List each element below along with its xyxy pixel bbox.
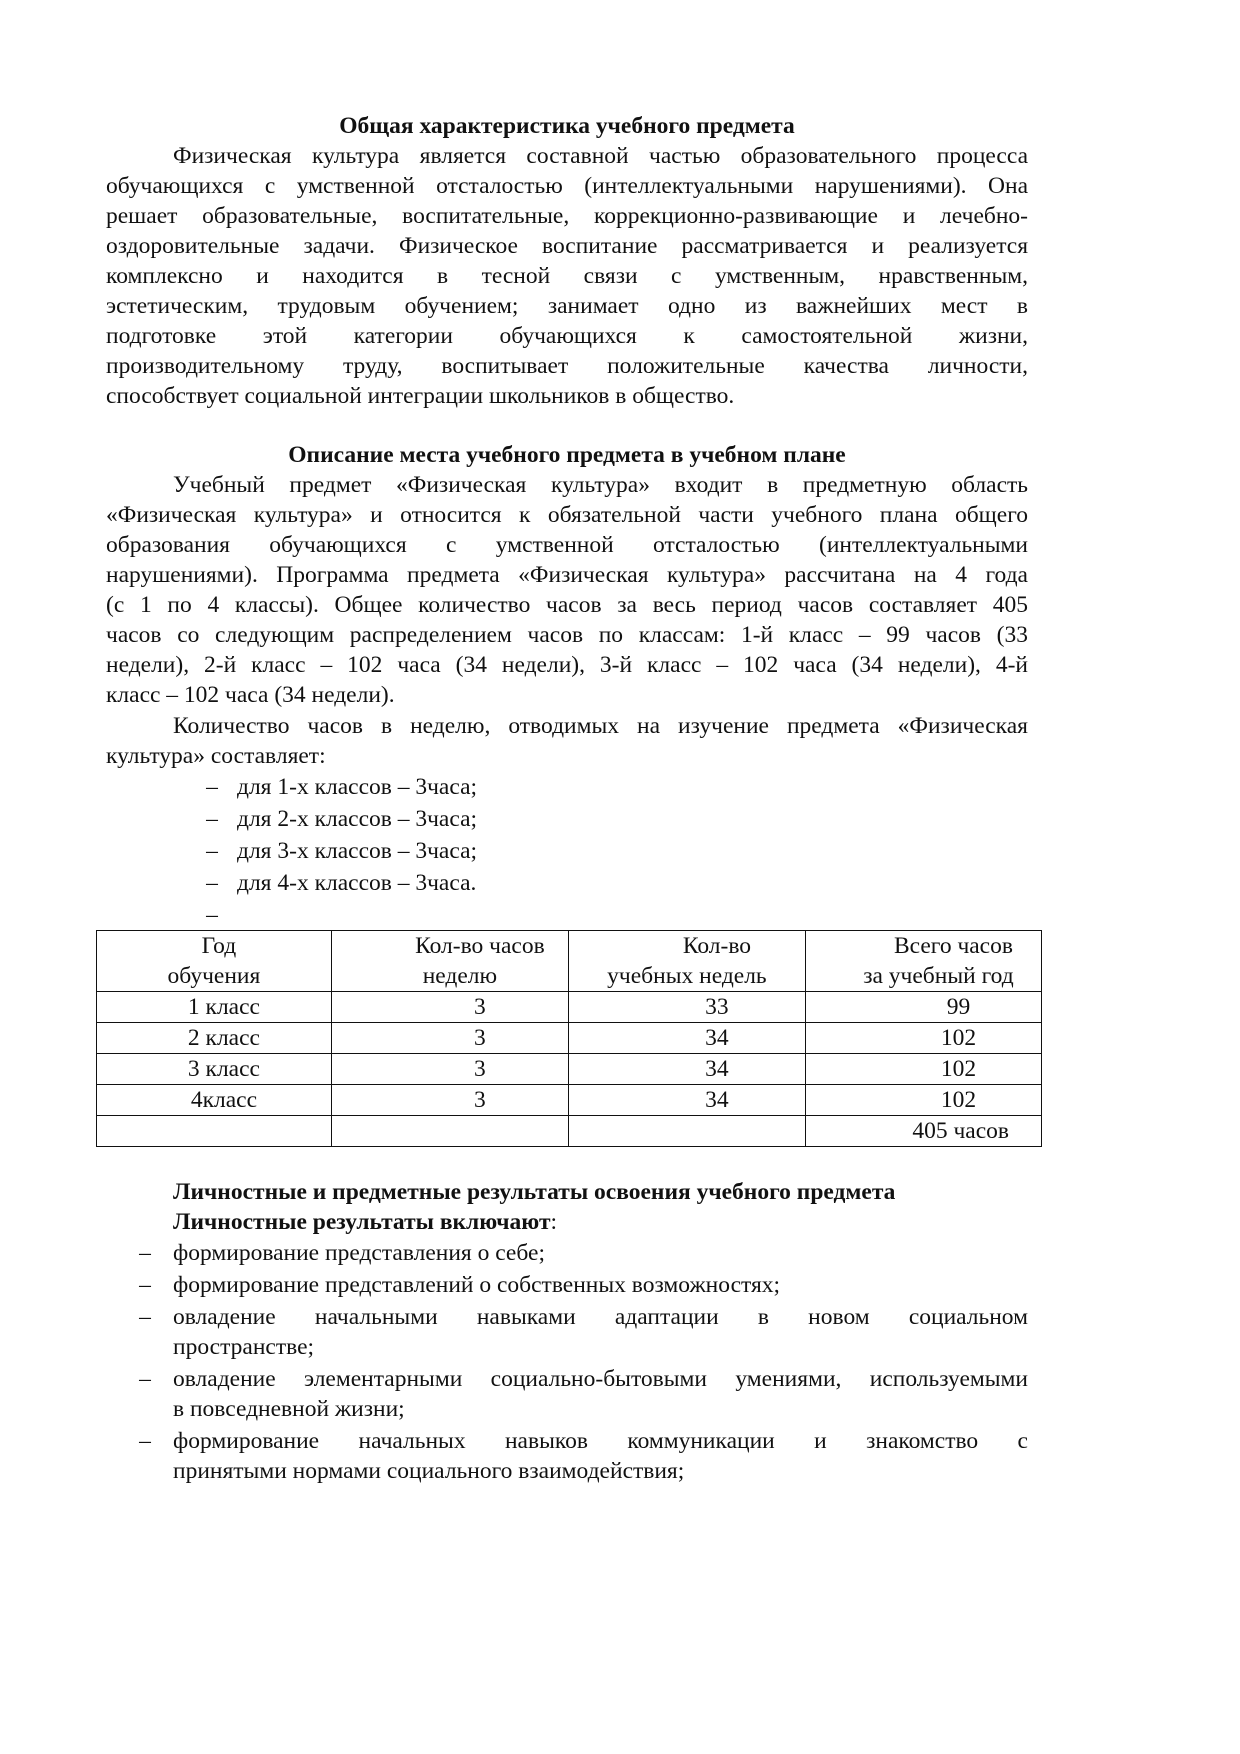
paragraph-line: подготовке этой категории обучающихся к самостоятельной жизни,	[106, 323, 1028, 349]
header-cell-total-hours: Всего часов за учебный год	[805, 931, 1041, 992]
list-dash: –	[139, 1366, 151, 1392]
section-heading-curriculum-place: Описание места учебного предмета в учебном плане	[288, 442, 846, 468]
header-cell-year: Год обучения	[97, 931, 332, 992]
list-dash: –	[206, 838, 218, 864]
cell-total: 99	[805, 992, 1041, 1023]
table-row	[97, 1085, 1042, 1116]
paragraph-line: класс – 102 часа (34 недели).	[106, 682, 395, 708]
paragraph-line: Учебный предмет «Физическая культура» входит в предметную область	[173, 472, 1028, 498]
section-heading-general: Общая характеристика учебного предмета	[339, 113, 795, 139]
paragraph-line: комплексно и находится в тесной связи с умственным, нравственным,	[106, 263, 1028, 289]
cell-weeks: 34	[568, 1085, 805, 1116]
paragraph-line: обучающихся с умственной отсталостью (интеллектуальными нарушениями). Она	[106, 173, 1028, 199]
header-cell-weeks: Кол-во учебных недель	[568, 931, 805, 992]
paragraph-line: Количество часов в неделю, отводимых на изучение предмета «Физическая	[173, 713, 1028, 739]
list-dash: –	[206, 806, 218, 832]
table-row	[97, 1023, 1042, 1054]
cell-weeks: 34	[568, 1054, 805, 1085]
cell-weeks: 33	[568, 992, 805, 1023]
header-cell-hours-per-week: Кол-во часов неделю	[331, 931, 568, 992]
list-item: для 2-х классов – 3часа;	[237, 806, 478, 832]
paragraph-line: решает образовательные, воспитательные, коррекционно-развивающие и лечебно-	[106, 203, 1028, 229]
list-dash: –	[206, 774, 218, 800]
table-row	[97, 992, 1042, 1023]
cell-grade: 1 класс	[97, 992, 332, 1023]
result-item-continuation: принятыми нормами социального взаимодействия;	[173, 1458, 685, 1484]
result-item: формирование представлений о собственных возможностях;	[173, 1272, 781, 1298]
list-dash: –	[139, 1304, 151, 1330]
cell-empty	[97, 1116, 332, 1147]
cell-empty	[568, 1116, 805, 1147]
paragraph-line: Физическая культура является составной частью образовательного процесса	[173, 143, 1028, 169]
paragraph-line: оздоровительные задачи. Физическое воспитание рассматривается и реализуется	[106, 233, 1028, 259]
table-header-row	[97, 931, 1042, 992]
result-item: овладение начальными навыками адаптации в новом социальном	[173, 1304, 1028, 1330]
cell-empty	[331, 1116, 568, 1147]
result-item: овладение элементарными социально-бытовыми умениями, используемыми	[173, 1366, 1028, 1392]
cell-grand-total: 405 часов	[805, 1116, 1041, 1147]
paragraph-line: часов со следующим распределением часов по классам: 1-й класс – 99 часов (33	[106, 622, 1028, 648]
result-item: формирование представления о себе;	[173, 1240, 545, 1266]
list-item: для 1-х классов – 3часа;	[237, 774, 478, 800]
paragraph-line: недели), 2-й класс – 102 часа (34 недели), 3-й класс – 102 часа (34 недели), 4-й	[106, 652, 1028, 678]
paragraph-line: эстетическим, трудовым обучением; занимает одно из важнейших мест в	[106, 293, 1028, 319]
paragraph-line: способствует социальной интеграции школьников в общество.	[106, 383, 735, 409]
cell-weeks: 34	[568, 1023, 805, 1054]
cell-total: 102	[805, 1085, 1041, 1116]
cell-grade: 3 класс	[97, 1054, 332, 1085]
list-dash: –	[206, 870, 218, 896]
paragraph-line: производительному труду, воспитывает положительные качества личности,	[106, 353, 1028, 379]
paragraph-line: образования обучающихся с умственной отсталостью (интеллектуальными	[106, 532, 1028, 558]
table-row	[97, 1054, 1042, 1085]
cell-total: 102	[805, 1054, 1041, 1085]
paragraph-line: (с 1 по 4 классы). Общее количество часов за весь период часов составляет 405	[106, 592, 1028, 618]
cell-hours-per-week: 3	[331, 992, 568, 1023]
list-dash: –	[139, 1428, 151, 1454]
table-total-row	[97, 1116, 1042, 1147]
paragraph-line: культура» составляет:	[106, 743, 326, 769]
list-item: для 4-х классов – 3часа.	[237, 870, 477, 896]
cell-hours-per-week: 3	[331, 1085, 568, 1116]
cell-hours-per-week: 3	[331, 1023, 568, 1054]
section-heading-results: Личностные и предметные результаты освоения учебного предмета	[173, 1179, 896, 1205]
result-item: формирование начальных навыков коммуникации и знакомство с	[173, 1428, 1028, 1454]
subheading-personal-results: Личностные результаты включают:	[173, 1209, 558, 1235]
cell-hours-per-week: 3	[331, 1054, 568, 1085]
list-dash: –	[139, 1240, 151, 1266]
list-dash: –	[206, 902, 218, 928]
paragraph-line: нарушениями). Программа предмета «Физическая культура» рассчитана на 4 года	[106, 562, 1028, 588]
cell-total: 102	[805, 1023, 1041, 1054]
list-item: для 3-х классов – 3часа;	[237, 838, 478, 864]
hours-table	[96, 930, 1042, 1147]
paragraph-line: «Физическая культура» и относится к обязательной части учебного плана общего	[106, 502, 1028, 528]
cell-grade: 2 класс	[97, 1023, 332, 1054]
list-dash: –	[139, 1272, 151, 1298]
result-item-continuation: пространстве;	[173, 1334, 315, 1360]
result-item-continuation: в повседневной жизни;	[173, 1396, 405, 1422]
cell-grade: 4класс	[97, 1085, 332, 1116]
